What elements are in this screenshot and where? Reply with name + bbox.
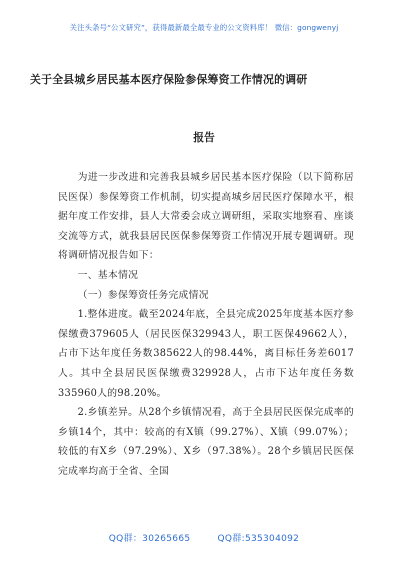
progress-paragraph: 1.整体进度。截至2024年底，全县完成2025年度基本医疗参保缴费379605人（居民医保329943人，职工医保49662人），占市下达年度任务数385622人的98.44%，离目标任务差6017人。其中全县居民医保缴费329928人，占市下达年度任务数335960人的98.20%。 — [58, 309, 354, 399]
document-subtitle: 报告 — [193, 131, 215, 144]
intro-paragraph: 为进一步改进和完善我县城乡居民基本医疗保险（以下简称居民医保）参保筹资工作机制，切实提高城乡居民医疗保障水平，根据年度工作安排，县人大常委会成立调研组，采取实地察看、座谈交流等方式，就我县居民医保参保筹资工作情况开展专题调研。现将调研情况报告如下： — [58, 172, 354, 262]
township-paragraph: 2.乡镇差异。从28个乡镇情况看，高于全县居民医保完成率的乡镇14个，其中：较高的有X镇（99.27%）、X镇（99.07%）；较低的有X乡（97.29%）、X乡（97.38%）。28个乡镇居民医保完成率均高于全省、全国 — [58, 407, 354, 477]
section-heading: 一、基本情况 — [77, 269, 139, 281]
qq-group-2: QQ群:535304092 — [217, 534, 300, 544]
qq-group-1: QQ群：30265665 — [108, 534, 191, 544]
document-title: 关于全县城乡居民基本医疗保险参保筹资工作情况的调研 — [30, 73, 308, 86]
document-body — [58, 168, 354, 482]
top-notice: 关注头条号“公文研究”，获得最新最全最专业的公文资料库！ 微信：gongwenyj — [69, 23, 339, 32]
subsection-heading: （一）参保筹资任务完成情况 — [77, 289, 209, 301]
footer — [0, 531, 408, 544]
